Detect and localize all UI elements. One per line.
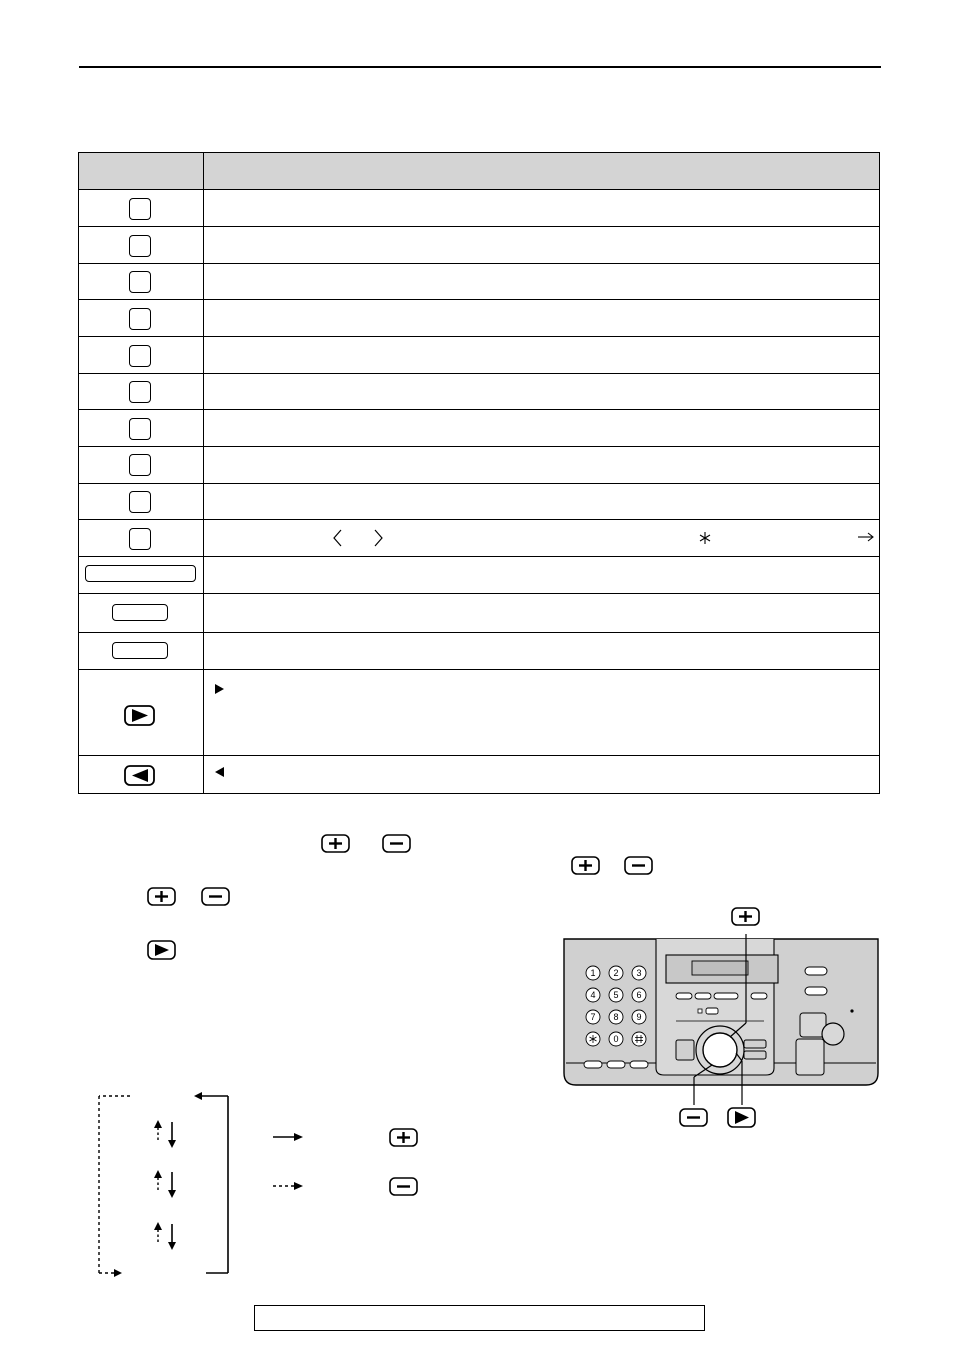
key-box xyxy=(129,198,151,220)
minus-button-icon xyxy=(389,1177,419,1197)
svg-text:4: 4 xyxy=(590,990,596,1000)
solid-arrow-icon xyxy=(272,1130,306,1144)
up-down-arrow-pair xyxy=(154,1222,176,1250)
svg-text:7: 7 xyxy=(590,1012,596,1022)
table-row-divider xyxy=(79,632,879,633)
up-down-arrow-pair xyxy=(154,1120,176,1148)
plus-button-icon xyxy=(389,1128,419,1148)
dotted-arrow-icon xyxy=(272,1179,306,1193)
wide-key-box xyxy=(112,642,168,659)
top-rule xyxy=(79,66,881,68)
table-row-divider xyxy=(79,409,879,410)
key-box xyxy=(129,491,151,513)
plus-button-icon xyxy=(321,834,351,854)
table-row-divider xyxy=(79,226,879,227)
table-row-divider xyxy=(79,446,879,447)
key-box xyxy=(129,308,151,330)
up-down-arrow-pair xyxy=(154,1170,176,1198)
key-function-table xyxy=(78,152,880,794)
key-box xyxy=(129,235,151,257)
key-box xyxy=(129,418,151,440)
play-right-button-icon xyxy=(727,1107,757,1129)
minus-button-icon xyxy=(624,856,654,876)
right-angle-bracket-icon xyxy=(373,528,385,548)
table-row-divider xyxy=(79,556,879,557)
menu-cycle-diagram xyxy=(92,1088,242,1280)
asterisk-icon xyxy=(698,531,712,545)
key-box xyxy=(129,454,151,476)
table-header xyxy=(79,153,879,190)
table-row-divider xyxy=(79,373,879,374)
svg-text:3: 3 xyxy=(636,968,642,978)
table-row-divider xyxy=(79,483,879,484)
play-left-icon xyxy=(124,765,156,787)
table-row-divider xyxy=(79,755,879,756)
plus-button-icon xyxy=(571,856,601,876)
minus-button-icon xyxy=(201,887,231,907)
wide-key-box xyxy=(85,565,196,582)
svg-text:2: 2 xyxy=(613,968,619,978)
plus-button-icon xyxy=(147,887,177,907)
table-row-divider xyxy=(79,669,879,670)
play-right-button-icon xyxy=(147,940,177,961)
play-triangle-left-icon xyxy=(214,766,226,778)
left-angle-bracket-icon xyxy=(331,528,343,548)
play-triangle-right-icon xyxy=(214,683,226,695)
table-row-divider xyxy=(79,299,879,300)
key-box xyxy=(129,345,151,367)
svg-text:0: 0 xyxy=(613,1034,619,1044)
svg-text:8: 8 xyxy=(613,1012,619,1022)
svg-text:6: 6 xyxy=(636,990,642,1000)
table-row-divider xyxy=(79,263,879,264)
right-arrow-icon xyxy=(857,531,875,543)
footer-box xyxy=(254,1305,705,1331)
key-box xyxy=(129,271,151,293)
key-box xyxy=(129,528,151,550)
minus-button-icon xyxy=(382,834,412,854)
minus-button-icon xyxy=(679,1108,709,1128)
svg-text:9: 9 xyxy=(636,1012,642,1022)
control-panel-illustration xyxy=(560,903,882,1131)
play-right-icon xyxy=(124,705,156,727)
wide-key-box xyxy=(112,604,168,621)
table-row-divider xyxy=(79,336,879,337)
table-row-divider xyxy=(79,593,879,594)
svg-text:5: 5 xyxy=(613,990,619,1000)
svg-text:1: 1 xyxy=(590,968,596,978)
plus-button-icon xyxy=(731,907,761,927)
key-box xyxy=(129,381,151,403)
table-row-divider xyxy=(79,519,879,520)
table-column-divider xyxy=(203,153,204,793)
